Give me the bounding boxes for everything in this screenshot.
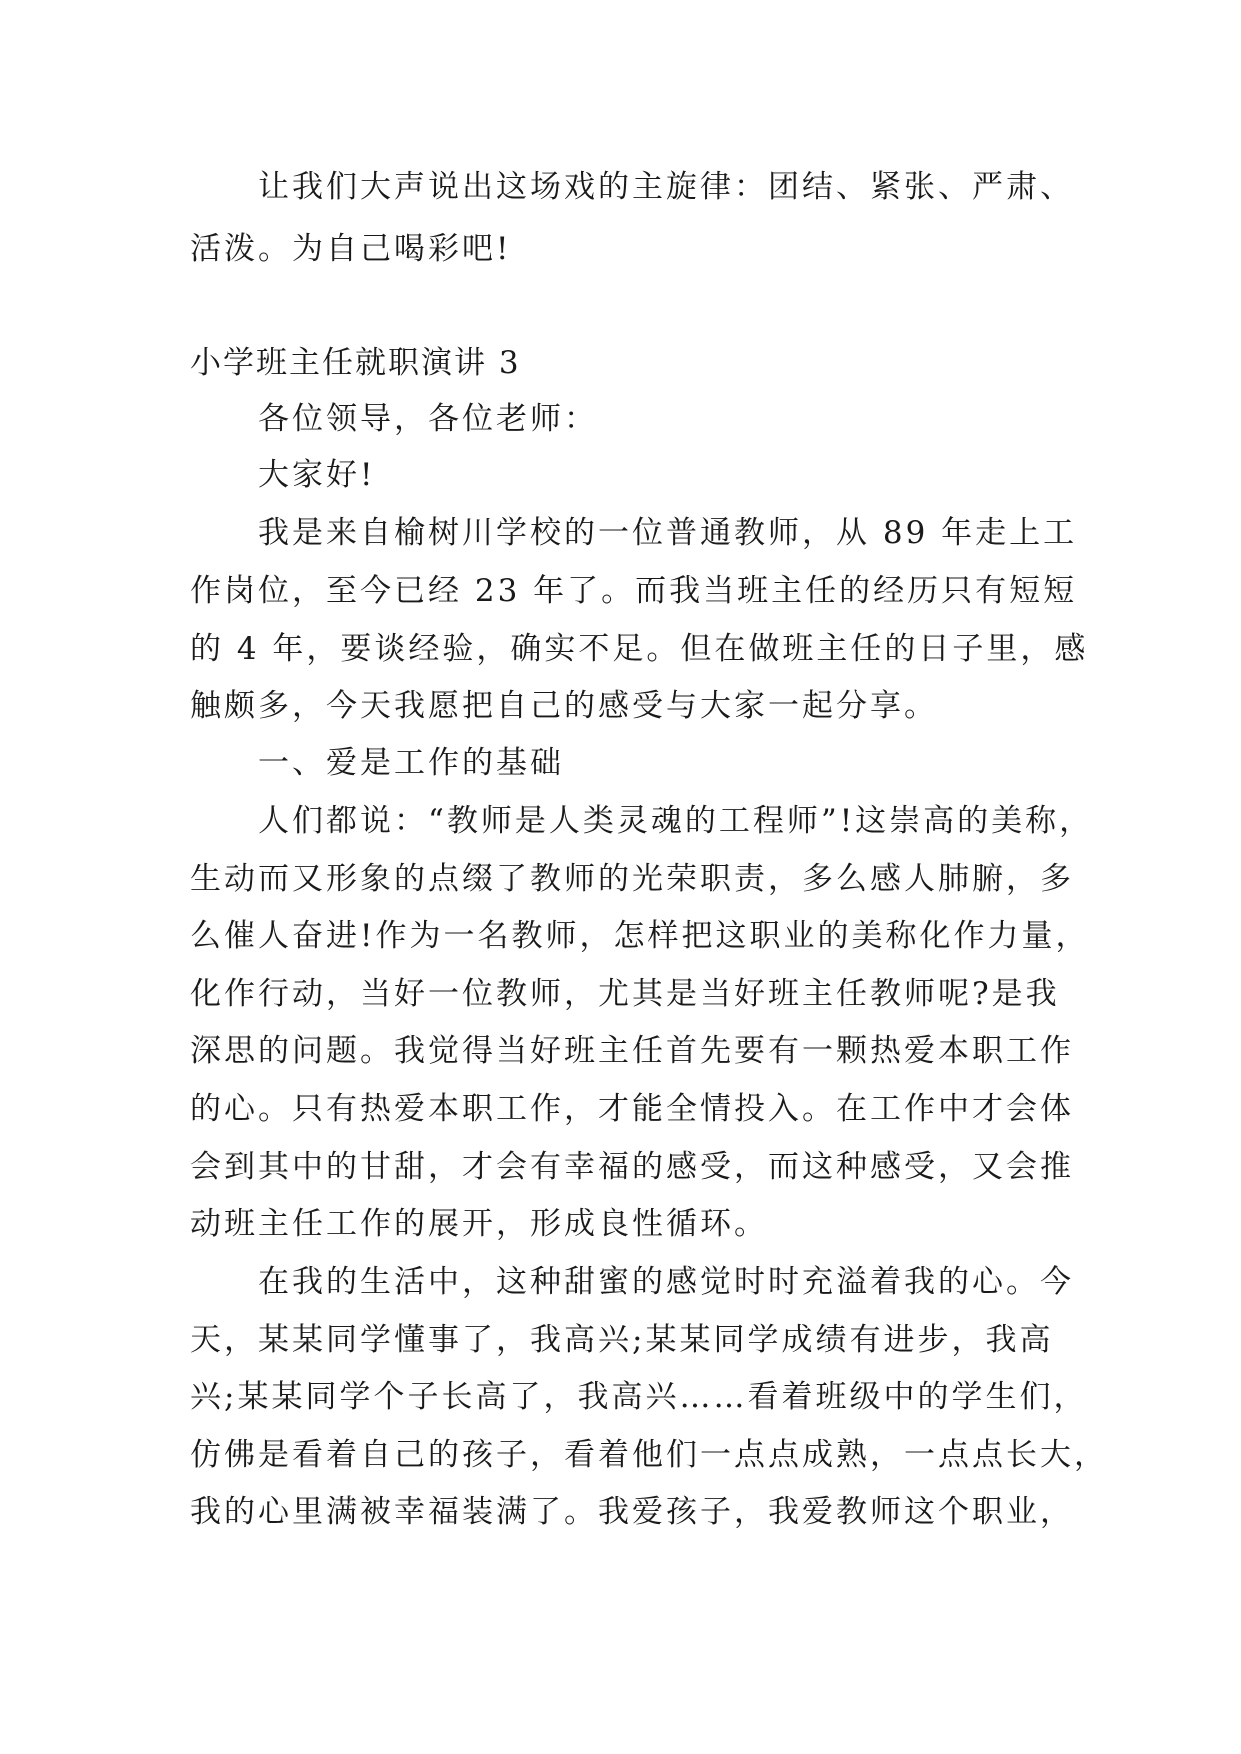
section-title: 小学班主任就职演讲 3 xyxy=(190,345,521,381)
text-line: 深思的问题。我觉得当好班主任首先要有一颗热爱本职工作 xyxy=(190,1033,1074,1069)
text-line: 天，某某同学懂事了，我高兴;某某同学成绩有进步，我高 xyxy=(190,1322,1054,1358)
text-line: 兴;某某同学个子长高了，我高兴……看着班级中的学生们， xyxy=(190,1379,1088,1415)
text-line: 么催人奋进!作为一名教师，怎样把这职业的美称化作力量， xyxy=(190,918,1090,954)
text-line: 的 4 年，要谈经验，确实不足。但在做班主任的日子里，感 xyxy=(190,631,1089,667)
text-line: 活泼。为自己喝彩吧! xyxy=(190,231,512,267)
text-line: 仿佛是看着自己的孩子，看着他们一点点成熟，一点点长大， xyxy=(190,1437,1108,1473)
subheading: 一、爱是工作的基础 xyxy=(258,745,564,781)
text-line: 在我的生活中，这种甜蜜的感觉时时充溢着我的心。今 xyxy=(258,1264,1074,1300)
text-line: 化作行动，当好一位教师，尤其是当好班主任教师呢?是我 xyxy=(190,976,1060,1012)
salutation: 各位领导，各位老师： xyxy=(258,401,598,437)
text-line: 我是来自榆树川学校的一位普通教师，从 89 年走上工 xyxy=(258,515,1078,551)
text-line: 生动而又形象的点缀了教师的光荣职责，多么感人肺腑，多 xyxy=(190,861,1074,897)
text-line: 人们都说：“教师是人类灵魂的工程师”!这崇高的美称， xyxy=(258,803,1094,839)
text-line: 动班主任工作的展开，形成良性循环。 xyxy=(190,1206,768,1242)
text-line: 作岗位，至今已经 23 年了。而我当班主任的经历只有短短 xyxy=(190,573,1078,609)
text-line: 会到其中的甘甜，才会有幸福的感受，而这种感受，又会推 xyxy=(190,1149,1074,1185)
text-line: 让我们大声说出这场戏的主旋律：团结、紧张、严肃、 xyxy=(258,169,1074,205)
text-line: 我的心里满被幸福装满了。我爱孩子，我爱教师这个职业， xyxy=(190,1494,1074,1530)
text-line: 的心。只有热爱本职工作，才能全情投入。在工作中才会体 xyxy=(190,1091,1074,1127)
text-line: 触颇多，今天我愿把自己的感受与大家一起分享。 xyxy=(190,688,938,724)
greeting: 大家好! xyxy=(258,457,376,493)
